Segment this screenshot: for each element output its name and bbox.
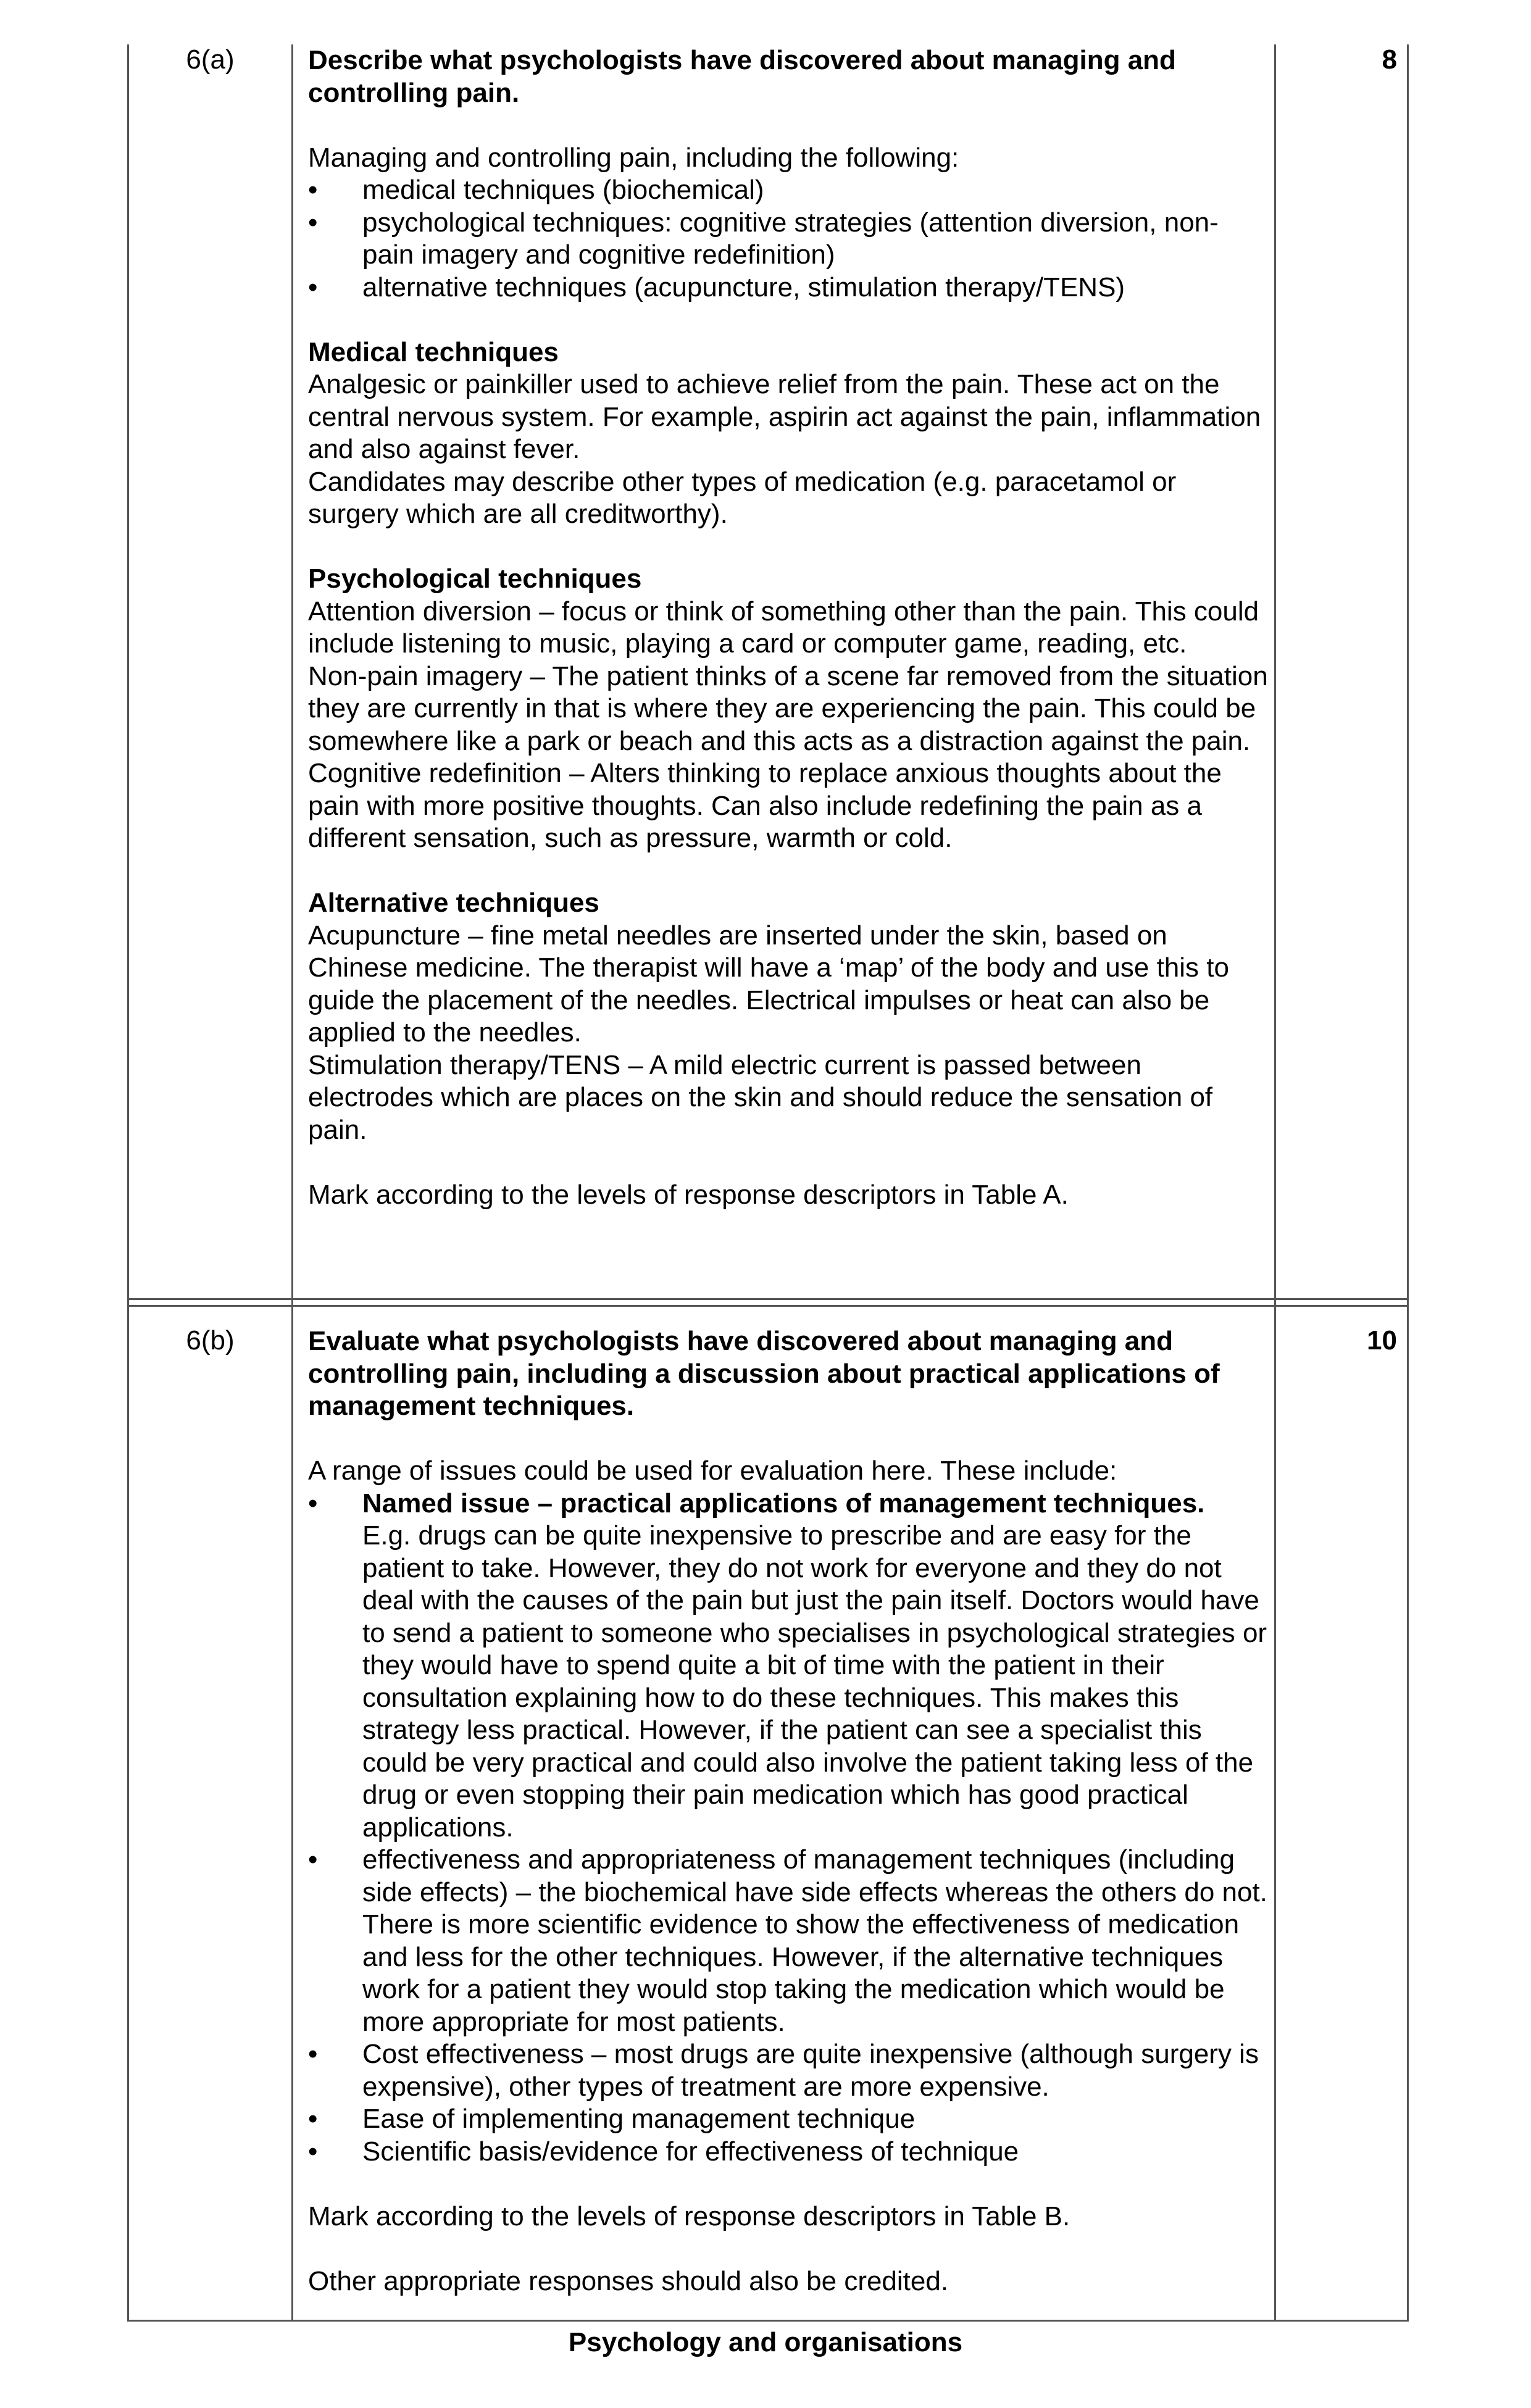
list-item: • medical techniques (biochemical)	[308, 175, 764, 205]
row-divider	[127, 1298, 1409, 1300]
list-item: • Scientific basis/evidence for effectiveness of technique	[308, 2136, 1019, 2167]
section-heading: Medical techniques	[308, 336, 559, 367]
paragraph: Acupuncture – fine metal needles are inserted under the skin, based on Chinese medicine. The therapist will have a ‘map’ of the body and use this to guide the placement of the needles. Electrical impulses or heat can also be applied to the needles.	[308, 920, 1229, 1048]
question-6b-row	[127, 1307, 1409, 2322]
named-issue-text: E.g. drugs can be quite inexpensive to prescribe and are easy for the patient to take. However, they do not work for everyone and they do not deal with the causes of the pain but just the pain itself. Doctors would have to send a patient to someone who specialises in psychological strategies or they would have to spend quite a bit of time with the patient in their consultation explaining how to do these techniques. This makes this strategy less practical. However, if the patient can see a specialist this could be very practical and could also involve the patient taking less of the drug or even stopping their pain medication which has good practical applications.	[362, 1520, 1267, 1843]
marks-value: 10	[1367, 1325, 1397, 1356]
answer-content	[308, 1325, 1268, 2298]
paragraph: Candidates may describe other types of medication (e.g. paracetamol or surgery which are all creditworthy).	[308, 466, 1177, 529]
section-heading: Alternative techniques	[308, 888, 599, 918]
paragraph: Analgesic or painkiller used to achieve relief from the pain. These act on the central nervous system. For example, aspirin act against the pain, inflammation and also against fever.	[308, 369, 1261, 464]
question-number: 6(b)	[186, 1325, 235, 1356]
other-note: Other appropriate responses should also be credited.	[308, 2265, 949, 2296]
mark-note: Mark according to the levels of response descriptors in Table A.	[308, 1179, 1069, 1210]
list-item: • effectiveness and appropriateness of management techniques (including side effects) – the biochemical have side effects whereas the others do not. There is more scientific evidence to show the effectiveness of medication and less for the other techniques. However, if the alternative techniques work for a patient they would stop taking the medication which would be more appropriate for most patients.	[308, 1844, 1267, 2037]
list-item: • alternative techniques (acupuncture, stimulation therapy/TENS)	[308, 272, 1125, 302]
intro-text: A range of issues could be used for evaluation here. These include:	[308, 1456, 1117, 1486]
mark-note: Mark according to the levels of response descriptors in Table B.	[308, 2201, 1070, 2231]
question-text: Evaluate what psychologists have discovered about managing and controlling pain, including a discussion about practical applications of management techniques.	[308, 1326, 1220, 1421]
list-item: • Cost effectiveness – most drugs are quite inexpensive (although surgery is expensive), other types of treatment are more expensive.	[308, 2039, 1259, 2102]
question-text: Describe what psychologists have discovered about managing and controlling pain.	[308, 45, 1176, 108]
list-item: • Ease of implementing management technique	[308, 2104, 916, 2134]
section-heading: Psychological techniques	[308, 564, 642, 594]
intro-text: Managing and controlling pain, including the following:	[308, 142, 959, 173]
question-6a-row	[127, 44, 1409, 1305]
list-item: • psychological techniques: cognitive strategies (attention diversion, non-pain imagery and cognitive redefinition)	[308, 207, 1219, 270]
paragraph: Stimulation therapy/TENS – A mild electric current is passed between electrodes which are places on the skin and should reduce the sensation of pain.	[308, 1049, 1213, 1145]
issue-list	[308, 1488, 1268, 2168]
topic-list	[308, 174, 1268, 304]
marks-value: 8	[1382, 44, 1397, 75]
section-footer-title: Psychology and organisations	[568, 2327, 963, 2357]
answer-content	[308, 44, 1268, 1211]
paragraph: Non-pain imagery – The patient thinks of a scene far removed from the situation they are currently in that is where they are experiencing the pain. This could be somewhere like a park or beach and this acts as a distraction against the pain.	[308, 660, 1268, 756]
paragraph: Attention diversion – focus or think of something other than the pain. This could include listening to music, playing a card or computer game, reading, etc.	[308, 596, 1259, 659]
named-issue-heading: Named issue – practical applications of management techniques.	[362, 1488, 1205, 1519]
question-number: 6(a)	[186, 44, 235, 75]
list-item: • Named issue – practical applications of management techniques. E.g. drugs can be quite inexpensive to prescribe and are easy for the patient to take. However, they do not work for everyone and they do not deal with the causes of the pain but just the pain itself. Doctors would have to send a patient to someone who specialises in psychological strategies or they would have to spend quite a bit of time with the patient in their consultation explaining how to do these techniques. This makes this strategy less practical. However, if the patient can see a specialist this could be very practical and could also involve the patient taking less of the drug or even stopping their pain medication which has good practical applications.	[308, 1488, 1267, 1843]
paragraph: Cognitive redefinition – Alters thinking to replace anxious thoughts about the pain with more positive thoughts. Can also include redefining the pain as a different sensation, such as pressure, warmth or cold.	[308, 758, 1222, 853]
